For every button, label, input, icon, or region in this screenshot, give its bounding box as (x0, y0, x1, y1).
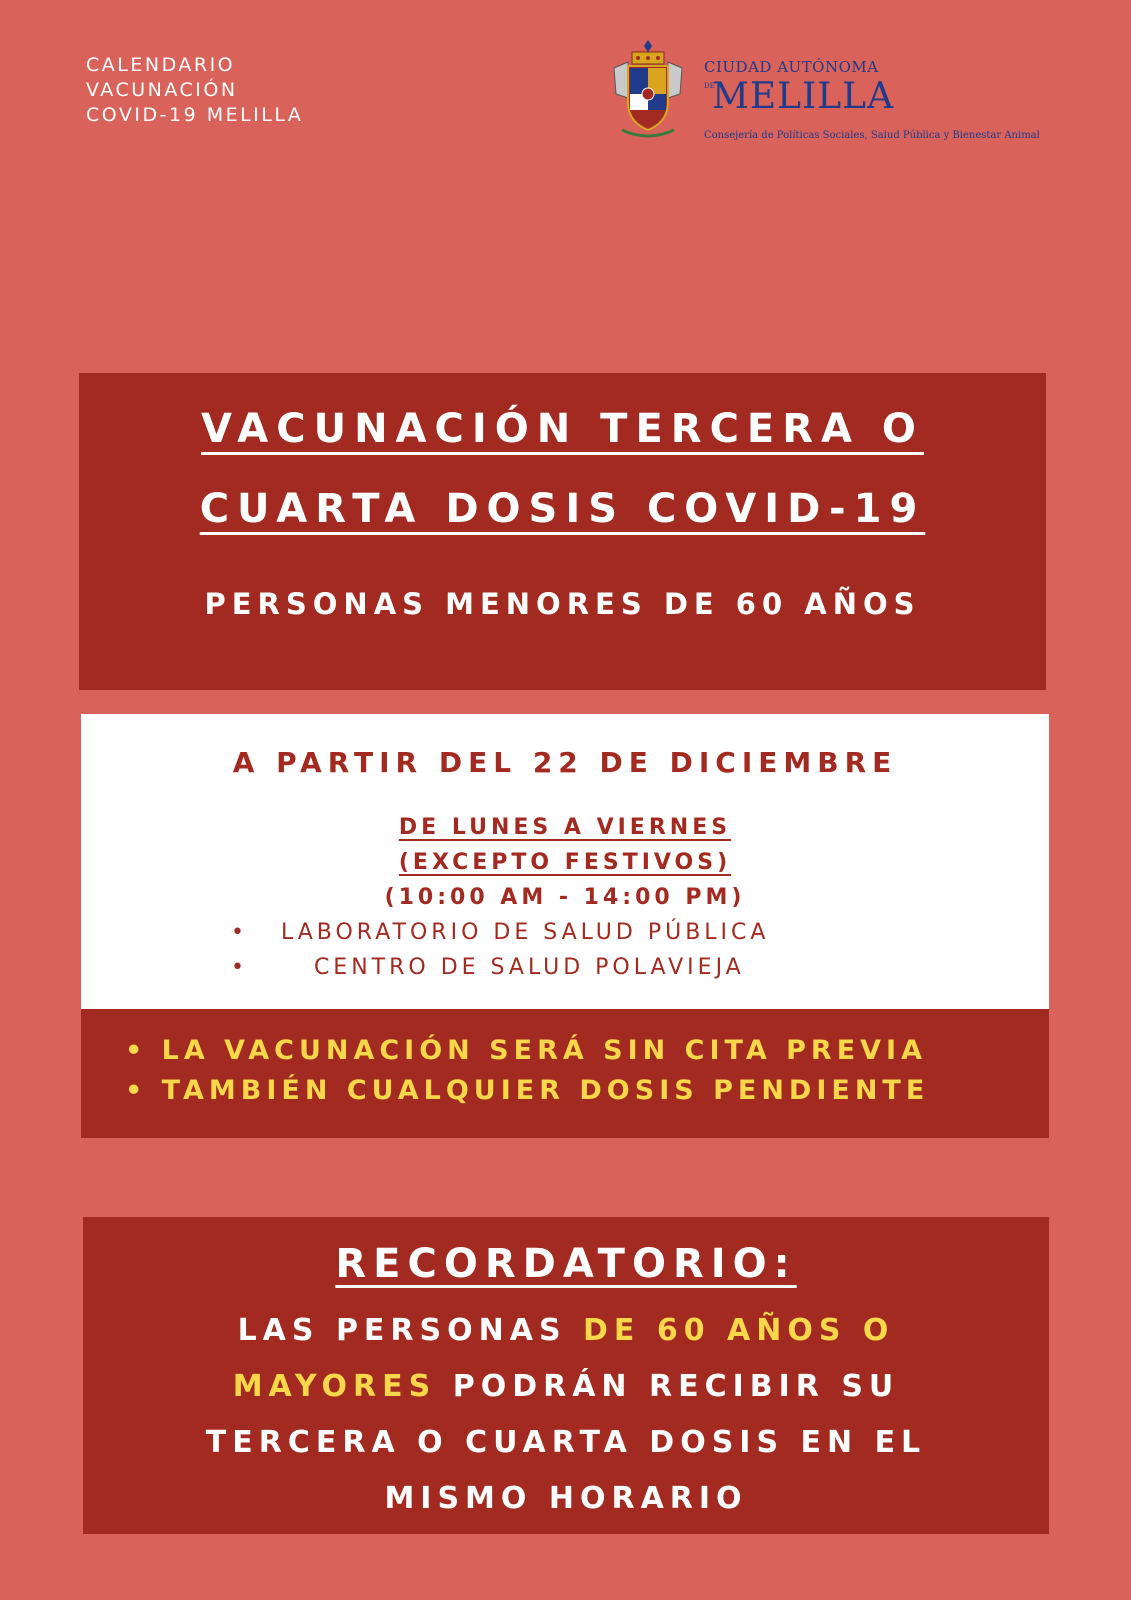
reminder-highlight: MAYORES (232, 1369, 437, 1404)
reminder-title: RECORDATORIO: (335, 1241, 797, 1287)
melilla-logo (608, 38, 1058, 148)
notes-list (125, 1031, 929, 1111)
headline-line-2: CUARTA DOSIS COVID-19 (199, 486, 926, 532)
notes-box (81, 1009, 1049, 1138)
reminder-body (83, 1303, 1049, 1527)
reminder-text: LAS PERSONAS (237, 1313, 584, 1348)
reminder-box (83, 1217, 1049, 1534)
list-item: • LA VACUNACIÓN SERÁ SIN CITA PREVIA (125, 1035, 927, 1066)
corner-title (86, 53, 303, 128)
reminder-highlight: DE 60 AÑOS O (583, 1313, 895, 1348)
schedule-box (81, 714, 1049, 1009)
list-item: • CENTRO DE SALUD POLAVIEJA (231, 955, 745, 980)
schedule-days: DE LUNES A VIERNES (398, 815, 732, 840)
logo-line-consejeria: Consejería de Políticas Sociales, Salud Pública y Bienestar Animal (704, 130, 1040, 141)
reminder-text: TERCERA O CUARTA DOSIS EN EL (205, 1425, 927, 1460)
logo-line-melilla: MELILLA (712, 76, 895, 117)
list-item: • TAMBIÉN CUALQUIER DOSIS PENDIENTE (125, 1075, 930, 1106)
headline-box (79, 373, 1046, 690)
corner-title-line: COVID-19 MELILLA (86, 104, 304, 126)
note-text: TAMBIÉN CUALQUIER DOSIS PENDIENTE (161, 1075, 930, 1106)
schedule-hours: (10:00 AM - 14:00 PM) (384, 885, 746, 910)
headline-line-1: VACUNACIÓN TERCERA O (201, 406, 924, 452)
note-text: LA VACUNACIÓN SERÁ SIN CITA PREVIA (161, 1035, 927, 1066)
location-list (231, 915, 1031, 985)
logo-line-ciudad: CIUDAD AUTÓNOMA (704, 58, 879, 76)
schedule-except: (EXCEPTO FESTIVOS) (398, 850, 732, 875)
coat-of-arms-icon (608, 38, 688, 142)
location-label: LABORATORIO DE SALUD PÚBLICA (280, 920, 770, 945)
location-label: CENTRO DE SALUD POLAVIEJA (313, 955, 745, 980)
schedule-times (81, 810, 1049, 915)
corner-title-line: VACUNACIÓN (86, 79, 238, 101)
start-date: A PARTIR DEL 22 DE DICIEMBRE (232, 746, 898, 779)
corner-title-line: CALENDARIO (86, 54, 236, 76)
headline-subhead: PERSONAS MENORES DE 60 AÑOS (204, 587, 921, 621)
list-item: • LABORATORIO DE SALUD PÚBLICA (231, 920, 770, 945)
reminder-text: MISMO HORARIO (384, 1481, 748, 1516)
logo-de: DE (704, 82, 715, 90)
reminder-text: PODRÁN RECIBIR SU (436, 1369, 900, 1404)
